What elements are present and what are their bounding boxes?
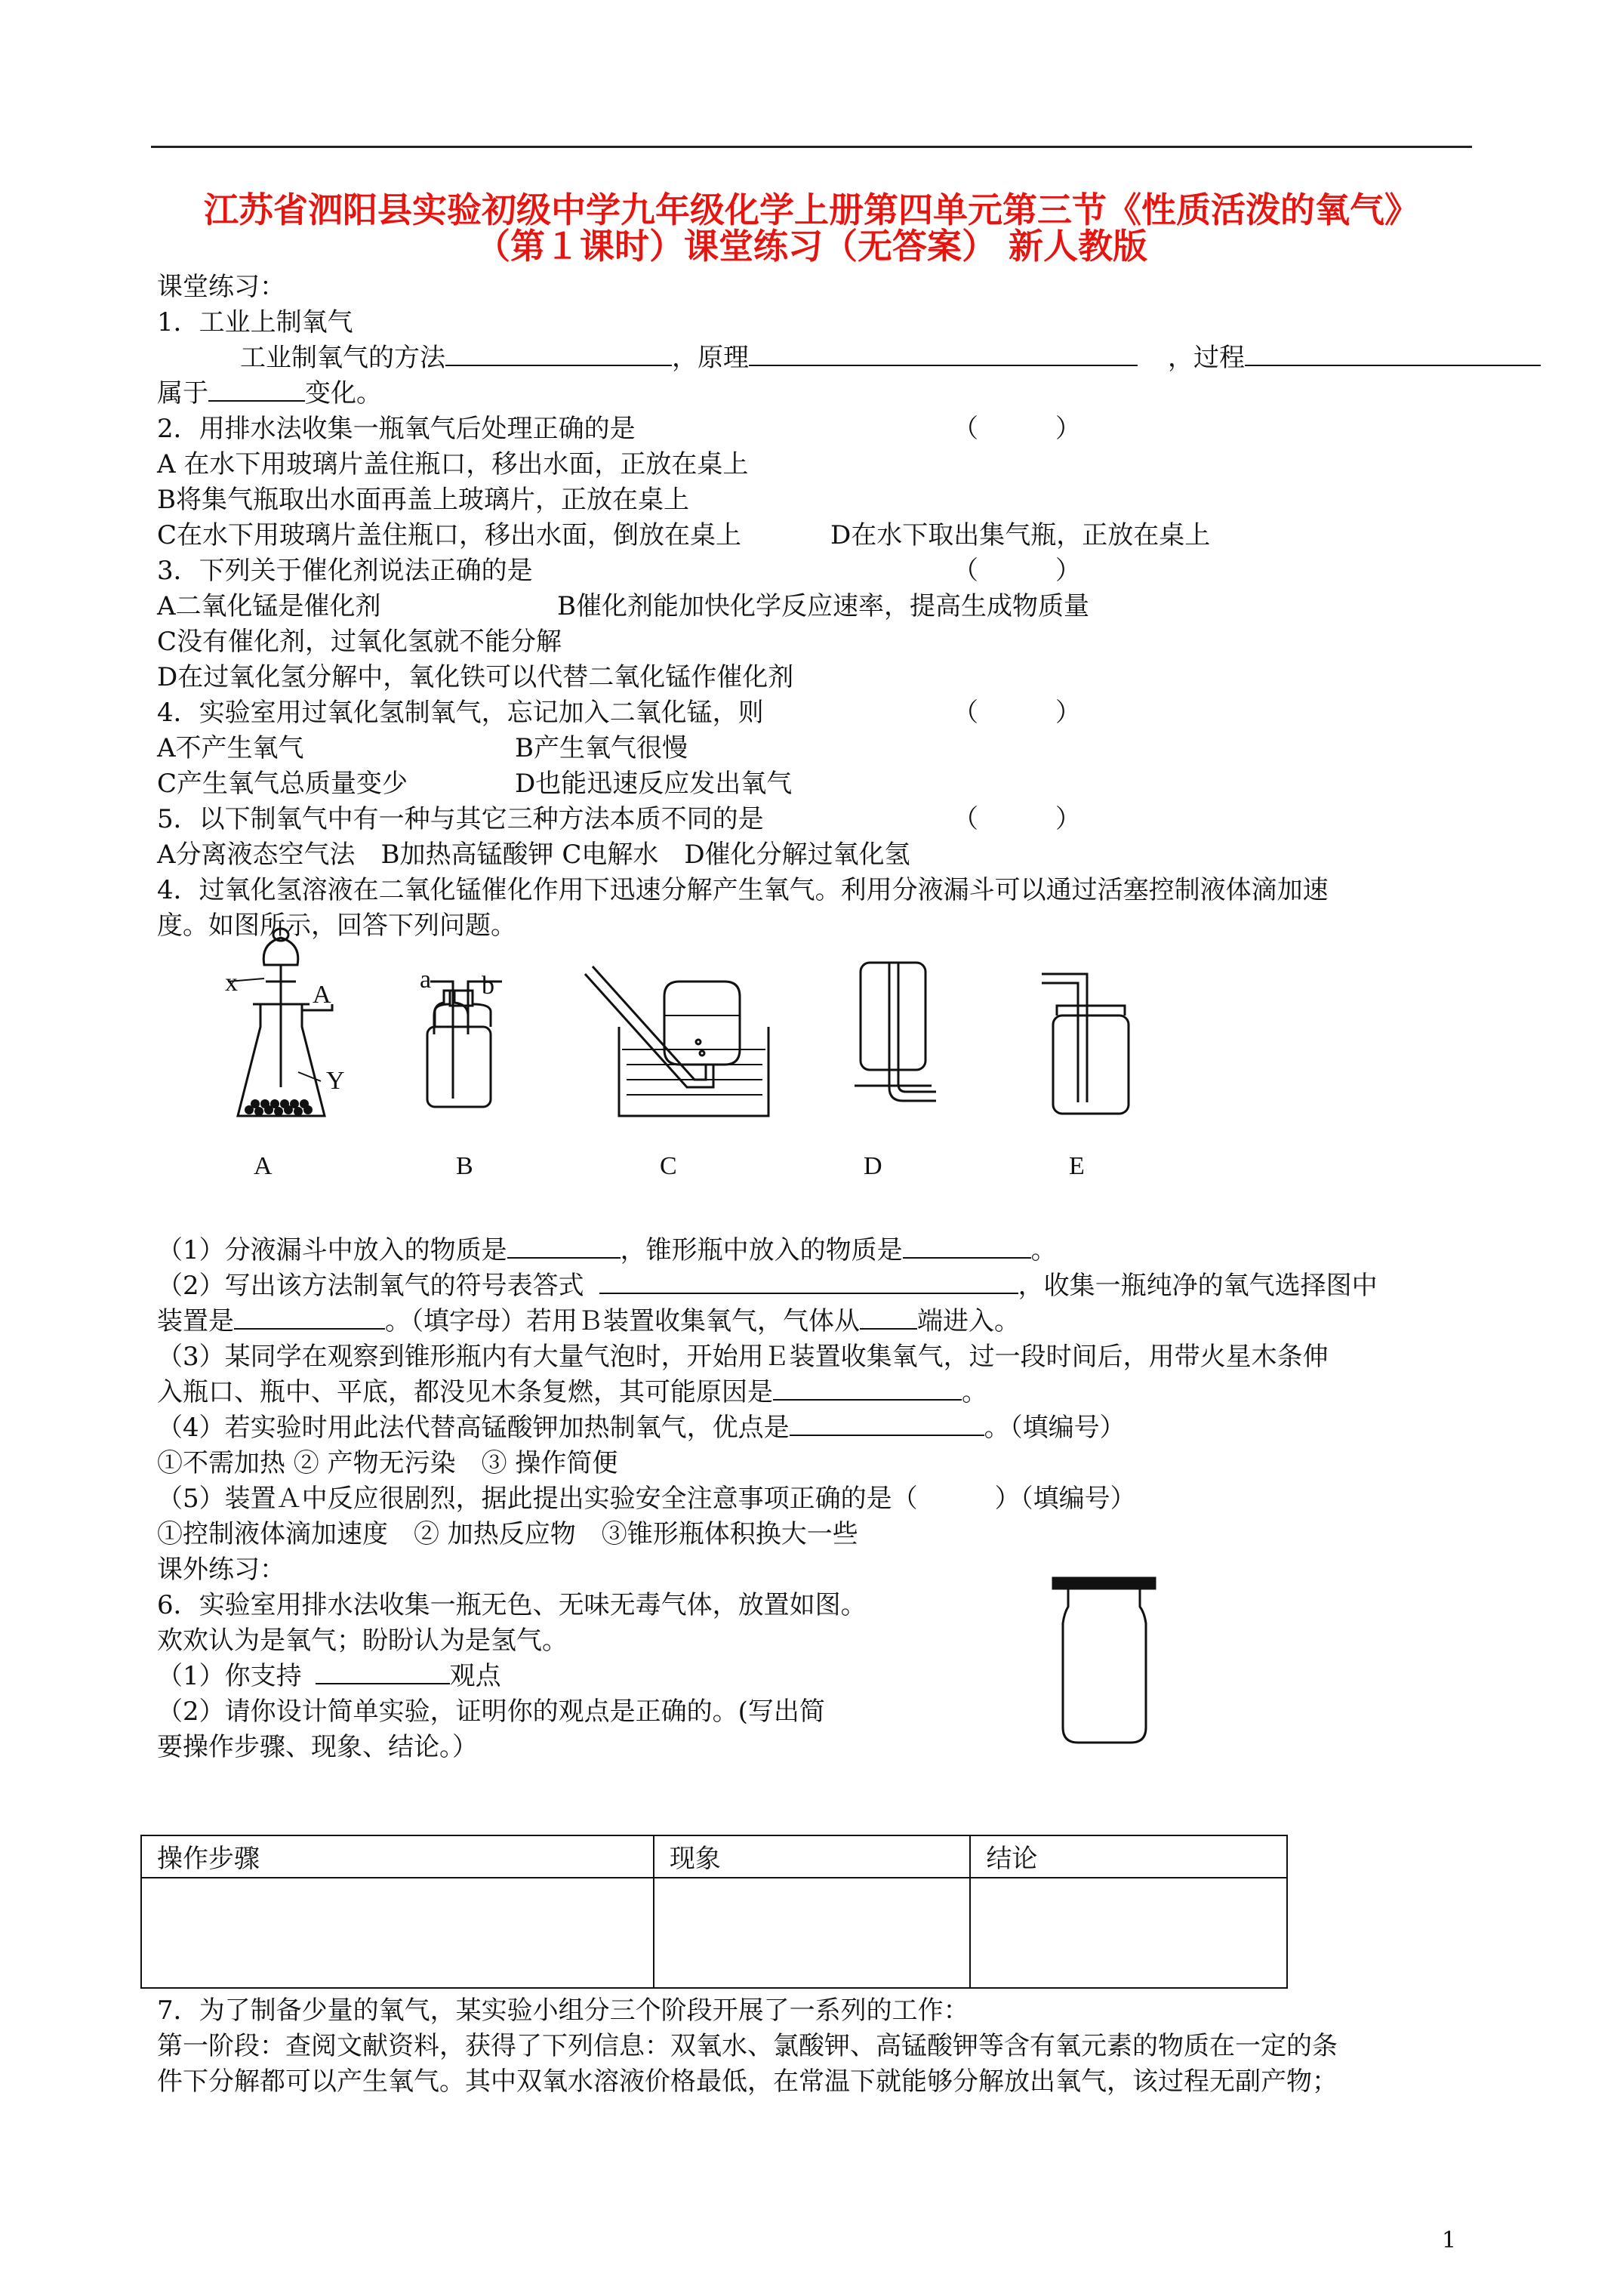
q6-line1: 6．实验室用排水法收集一瓶无色、无味无毒气体，放置如图。 [157, 1590, 867, 1620]
experiment-answer-table [140, 1835, 1288, 1989]
q5-options: A分离液态空气法 B加热高锰酸钾 C电解水 D催化分解过氧化氢 [157, 840, 910, 870]
q2-option-d: D在水下取出集气瓶，正放在桌上 [830, 520, 1211, 550]
flask-label-x: x [225, 969, 238, 997]
q4b-blank-funnel-substance[interactable] [507, 1234, 621, 1259]
q2-option-a: A 在水下用玻璃片盖住瓶口，移出水面，正放在桌上 [157, 449, 749, 479]
bottle-label-b: b [482, 972, 494, 1000]
q4b-sub2: （2）写出该方法制氧气的符号表答式 ，收集一瓶纯净的氧气选择图中 [157, 1271, 1378, 1301]
q4b-blank-inlet[interactable] [860, 1305, 917, 1330]
q1-blank-change[interactable] [208, 378, 305, 402]
figure-label-a: A [254, 1152, 273, 1180]
table-header-steps: 操作步骤 [141, 1835, 654, 1878]
table-header-phenomenon: 现象 [654, 1835, 971, 1878]
q5-stem: 5．以下制氧气中有一种与其它三种方法本质不同的是 [157, 804, 764, 834]
q1-line-d: 属于 变化。 [157, 378, 382, 408]
q6-blank-opinion[interactable] [316, 1660, 450, 1684]
q3-option-a: A二氧化锰是催化剂 [157, 591, 381, 621]
q4b-sub3: （3）某同学在观察到锥形瓶内有大量气泡时，开始用Ｅ装置收集氧气，过一段时间后，用带火星木条伸 [157, 1342, 1329, 1372]
document-title-line2: （第１课时）课堂练习（无答案） 新人教版 [475, 226, 1147, 267]
q3-answer-paren[interactable]: （ ） [953, 556, 1081, 586]
q4-option-b: B产生氧气很慢 [515, 733, 688, 763]
homework-heading: 课外练习： [157, 1555, 285, 1585]
q4-stem: 4．实验室用过氧化氢制氧气，忘记加入二氧化锰，则 [157, 698, 764, 728]
q6-line3: （1）你支持 观点 [157, 1661, 501, 1691]
apparatus-e-collection-bottle [1042, 974, 1129, 1114]
figure-label-e: E [1069, 1152, 1085, 1180]
q4b-blank-equation[interactable] [599, 1270, 1018, 1294]
figure-label-c: C [660, 1152, 677, 1180]
q7-line2: 第一阶段：查阅文献资料，获得了下列信息：双氧水、氯酸钾、高锰酸钾等含有氧元素的物质在一定的条 [157, 2031, 1338, 2061]
q4b-blank-advantage[interactable] [790, 1412, 984, 1436]
apparatus-a-solid-particles [245, 1099, 313, 1116]
q4b-blank-reason[interactable] [773, 1376, 962, 1401]
apparatus-c-water-trough [585, 966, 768, 1116]
q4b-sub1: （1）分液漏斗中放入的物质是 ，锥形瓶中放入的物质是 。 [157, 1235, 1057, 1265]
q6-line4: （2）请你设计简单实验，证明你的观点是正确的。(写出简 [157, 1697, 825, 1727]
table-cell-conclusion[interactable] [970, 1878, 1287, 1988]
table-header-conclusion: 结论 [970, 1835, 1287, 1878]
q4b-sub4: （4）若实验时用此法代替高锰酸钾加热制氧气，优点是 。（填编号） [157, 1413, 1126, 1443]
header-rule [151, 146, 1472, 148]
q4b-sub5: （5）装置Ａ中反应很剧烈，据此提出实验安全注意事项正确的是（ ）（填编号） [157, 1484, 1136, 1514]
q3-option-c: C没有催化剂，过氧化氢就不能分解 [157, 627, 562, 657]
q1-line: 工业制氧气的方法 ，原理 ，过程 [240, 341, 1541, 375]
q2-answer-paren[interactable]: （ ） [953, 414, 1081, 444]
flask-label-Y: Y [326, 1067, 345, 1095]
q4b-sub4-options: ①不需加热 ② 产物无污染 ③ 操作简便 [157, 1448, 618, 1478]
bottle-label-a: a [420, 966, 432, 994]
q3-stem: 3．下列关于催化剂说法正确的是 [157, 556, 533, 586]
q6-inverted-gas-bottle [1053, 1578, 1155, 1743]
q3-option-d: D在过氧化氢分解中，氧化铁可以代替二氧化锰作催化剂 [157, 662, 794, 692]
q4-answer-paren[interactable]: （ ） [953, 698, 1081, 728]
figure-label-d: D [864, 1152, 882, 1180]
table-cell-phenomenon[interactable] [654, 1878, 971, 1988]
apparatus-d-collection-bottle [855, 963, 936, 1101]
q4b-sub2-cont: 装置是 。（填字母）若用Ｂ装置收集氧气，气体从 端进入。 [157, 1306, 1020, 1336]
figure-label-b: B [456, 1152, 473, 1180]
q2-option-c: C在水下用玻璃片盖住瓶口，移出水面，倒放在桌上 [157, 520, 742, 550]
q1-blank-method[interactable] [445, 342, 672, 366]
q7-line3: 件下分解都可以产生氧气。其中双氧水溶液价格最低，在常温下就能够分解放出氧气，该过程无副产物； [157, 2066, 1338, 2097]
q2-option-b: B将集气瓶取出水面再盖上玻璃片，正放在桌上 [157, 485, 689, 515]
q4b-sub3-cont: 入瓶口、瓶中、平底，都没见木条复燃，其可能原因是 。 [157, 1377, 987, 1407]
apparatus-a-conical-flask [228, 929, 332, 1116]
q1-blank-principle[interactable] [749, 342, 1138, 366]
page-number: 1 [1442, 2227, 1457, 2254]
flask-label-A: A [313, 981, 331, 1009]
q6-line2: 欢欢认为是氧气；盼盼认为是氢气。 [157, 1626, 568, 1656]
q4b-stem-line1: 4．过氧化氢溶液在二氧化锰催化作用下迅速分解产生氧气。利用分液漏斗可以通过活塞控制液体滴加速 [157, 875, 1329, 905]
q4-option-a: A不产生氧气 [157, 733, 304, 763]
q3-option-b: B催化剂能加快化学反应速率，提高生成物质量 [557, 591, 1089, 621]
q2-stem: 2．用排水法收集一瓶氧气后处理正确的是 [157, 414, 636, 444]
q4b-blank-apparatus[interactable] [234, 1305, 385, 1330]
q4-option-c: C产生氧气总质量变少 [157, 769, 408, 799]
q4-option-d: D也能迅速反应发出氧气 [515, 769, 793, 799]
q7-line1: 7．为了制备少量的氧气，某实验小组分三个阶段开展了一系列的工作： [157, 1996, 969, 2026]
q1-blank-process[interactable] [1245, 342, 1541, 366]
q6-line5: 要操作步骤、现象、结论。） [157, 1732, 478, 1762]
classwork-heading: 课堂练习： [157, 272, 285, 302]
document-title-line1: 江苏省泗阳县实验初级中学九年级化学上册第四单元第三节《性质活泼的氧气》 [204, 190, 1419, 230]
table-cell-steps[interactable] [141, 1878, 654, 1988]
q4b-blank-flask-substance[interactable] [903, 1234, 1031, 1259]
q4b-stem-line2: 度。如图所示，回答下列问题。 [157, 911, 516, 941]
q4b-sub5-options: ①控制液体滴加速度 ② 加热反应物 ③锥形瓶体积换大一些 [157, 1519, 858, 1549]
q1-title: 1．工业上制氧气 [157, 307, 353, 337]
q5-answer-paren[interactable]: （ ） [953, 804, 1081, 834]
